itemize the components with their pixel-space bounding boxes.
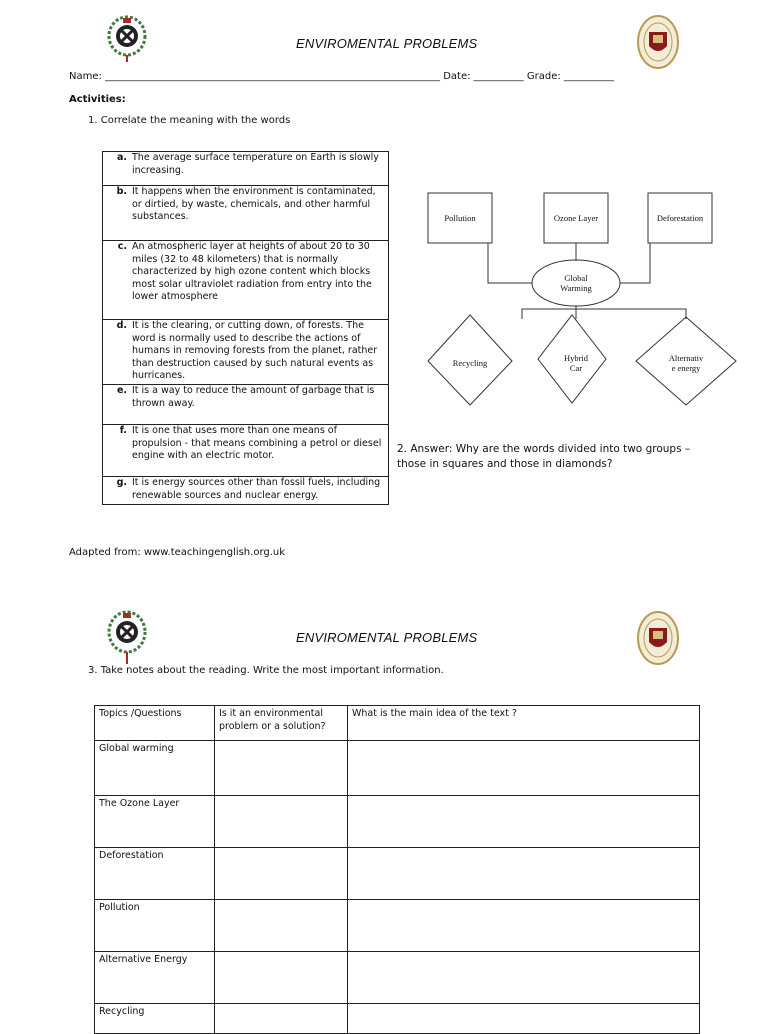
definition-letter: d. <box>103 320 133 385</box>
school-emblem-left <box>104 14 150 64</box>
table-row <box>95 900 700 952</box>
topic-cell: Recycling <box>95 1004 215 1034</box>
question-2-line1: 2. Answer: Why are the words divided into two groups – <box>397 443 691 455</box>
topic-cell: Deforestation <box>95 848 215 900</box>
diagram-box-deforestation: Deforestation <box>656 213 704 223</box>
school-seal-right <box>636 14 680 70</box>
definition-letter: e. <box>103 385 133 425</box>
page-title: ENVIROMENTAL PROBLEMS <box>296 36 478 51</box>
table-row <box>95 848 700 900</box>
definition-letter: f. <box>103 425 133 477</box>
definition-row <box>103 186 389 241</box>
main-idea-cell[interactable] <box>348 900 700 952</box>
definition-letter: a. <box>103 152 133 186</box>
answer-cell[interactable] <box>215 1004 348 1034</box>
page-title: ENVIROMENTAL PROBLEMS <box>296 630 478 645</box>
definition-row <box>103 385 389 425</box>
notes-table <box>94 705 700 1034</box>
question-3: 3. Take notes about the reading. Write the most important information. <box>88 665 444 676</box>
definition-row <box>103 425 389 477</box>
diagram-diamond-recycling: Recycling <box>452 358 488 368</box>
table-row <box>95 952 700 1004</box>
diagram-diamond-hybrid-line2: Car <box>569 363 583 373</box>
column-header: What is the main idea of the text ? <box>348 706 700 741</box>
answer-cell[interactable] <box>215 741 348 796</box>
table-row <box>95 741 700 796</box>
definition-letter: b. <box>103 186 133 241</box>
definition-row <box>103 152 389 186</box>
question-1: 1. Correlate the meaning with the words <box>88 115 291 126</box>
diagram-box-pollution: Pollution <box>444 213 476 223</box>
definitions-table <box>102 151 389 505</box>
diagram-box-ozone-layer: Ozone Layer <box>553 213 599 223</box>
definition-text: An atmospheric layer at heights of about 20 to 30 miles (32 to 48 kilometers) that is normally characterized by high ozone content which blocks most solar ultraviolet radiation from entry into the lower atmosphere <box>132 241 389 320</box>
table-row <box>95 1004 700 1034</box>
main-idea-cell[interactable] <box>348 796 700 848</box>
topic-cell: Global warming <box>95 741 215 796</box>
diagram-diamond-alternative-line1: Alternativ <box>668 353 704 363</box>
definition-letter: c. <box>103 241 133 320</box>
definition-text: It is a way to reduce the amount of garbage that is thrown away. <box>132 385 389 425</box>
school-emblem-left <box>104 608 150 666</box>
definition-text: It is one that uses more than one means of propulsion - that means combining a petrol or diesel engine with an electric motor. <box>132 425 389 477</box>
diagram-center-line1: Global <box>564 273 588 283</box>
main-idea-cell[interactable] <box>348 741 700 796</box>
main-idea-cell[interactable] <box>348 1004 700 1034</box>
column-header: Is it an environmental problem or a solution? <box>215 706 348 741</box>
diagram-center-line2: Warming <box>560 283 592 293</box>
name-date-grade-line: Name: ___________________________________________________________________ Date: __________ Grade: __________ <box>69 71 614 82</box>
main-idea-cell[interactable] <box>348 952 700 1004</box>
source-credit: Adapted from: www.teachingenglish.org.uk <box>69 547 286 558</box>
school-seal-right <box>636 610 680 666</box>
answer-cell[interactable] <box>215 796 348 848</box>
question-2-line2: those in squares and those in diamonds? <box>397 458 613 470</box>
column-header: Topics /Questions <box>95 706 215 741</box>
activities-heading: Activities: <box>69 94 126 105</box>
answer-cell[interactable] <box>215 848 348 900</box>
definition-text: It is energy sources other than fossil fuels, including renewable sources and nuclear energy. <box>132 477 389 505</box>
answer-cell[interactable] <box>215 900 348 952</box>
definition-row <box>103 320 389 385</box>
topic-cell: Alternative Energy <box>95 952 215 1004</box>
definition-row <box>103 241 389 320</box>
topic-cell: The Ozone Layer <box>95 796 215 848</box>
table-header-row <box>95 706 700 741</box>
answer-cell[interactable] <box>215 952 348 1004</box>
topic-cell: Pollution <box>95 900 215 952</box>
definition-text: It happens when the environment is contaminated, or dirtied, by waste, chemicals, and other harmful substances. <box>132 186 389 241</box>
definition-text: The average surface temperature on Earth is slowly increasing. <box>132 152 389 186</box>
definition-row <box>103 477 389 505</box>
diagram-diamond-hybrid-line1: Hybrid <box>563 353 589 363</box>
table-row <box>95 796 700 848</box>
definition-letter: g. <box>103 477 133 505</box>
definition-text: It is the clearing, or cutting down, of forests. The word is normally used to describe the actions of humans in removing forests from the planet, rather than destruction caused by such natural events as hurricanes. <box>132 320 389 385</box>
diagram-diamond-alternative-line2: e energy <box>671 363 701 373</box>
main-idea-cell[interactable] <box>348 848 700 900</box>
